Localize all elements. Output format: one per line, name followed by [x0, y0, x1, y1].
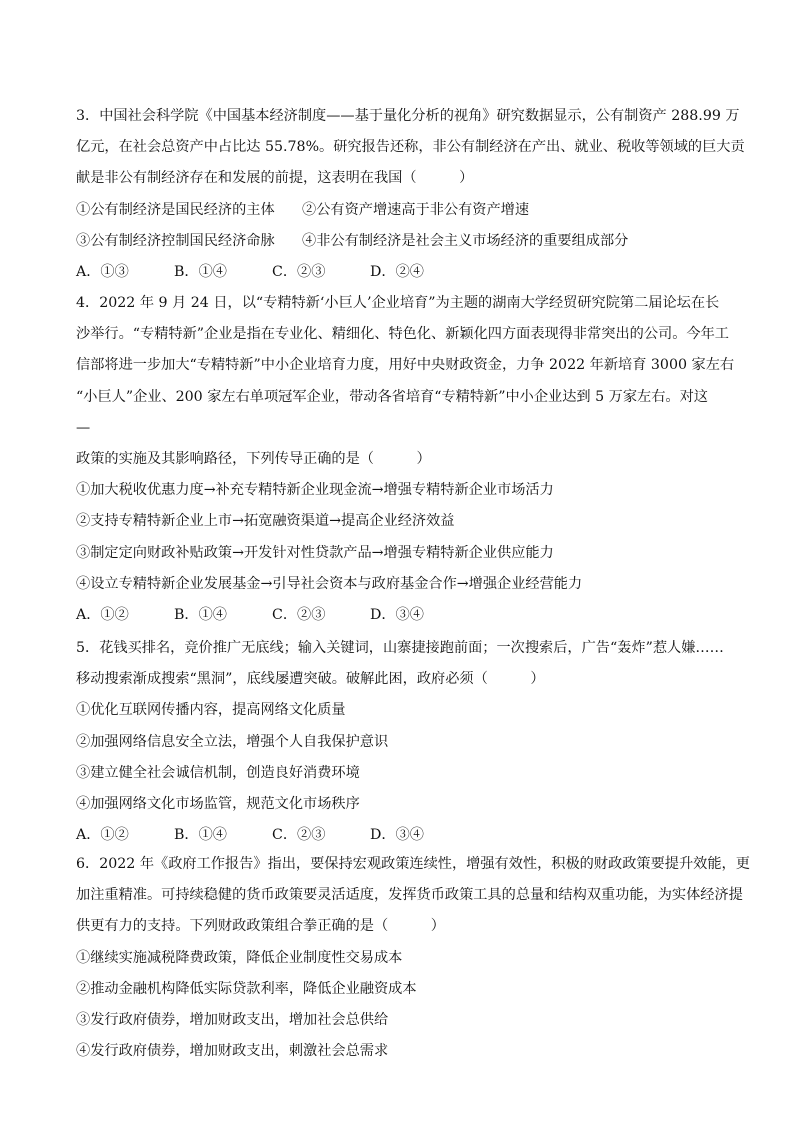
question-stem-line: 5．花钱买排名，竞价推广无底线；输入关键词，山寨捷接跑前面；一次搜索后，广告“轰炸”惹人嫌……: [76, 640, 724, 656]
statement: ④设立专精特新企业发展基金→引导社会资本与政府基金合作→增强企业经营能力: [76, 575, 583, 592]
statement: ④非公有制经济是社会主义市场经济的重要组成部分: [302, 232, 629, 249]
answer-options: [76, 820, 726, 851]
statement: ②推动金融机构降低实际贷款利率，降低企业融资成本: [76, 980, 417, 997]
option-b: B．①④: [174, 606, 227, 623]
question-stem-line: 6．2022 年《政府工作报告》指出，要保持宏观政策连续性，增强有效性，积极的财政政策要提升效能，更: [76, 856, 750, 872]
option-c: C．②③: [272, 606, 326, 623]
question-stem-line: 加注重精准。可持续稳健的货币政策要灵活适度，发挥货币政策工具的总量和结构双重功能，为实体经济提: [76, 887, 743, 904]
question-6: [76, 849, 750, 1067]
option-b: B．①④: [174, 263, 227, 280]
statement-row: [76, 226, 726, 257]
answer-options: [76, 600, 726, 631]
statement: ③公有制经济控制国民经济命脉: [76, 232, 275, 249]
statement: ①加大税收优惠力度→补充专精特新企业现金流→增强专精特新企业市场活力: [76, 482, 554, 499]
option-b: B．①④: [174, 827, 227, 844]
question-3: [76, 101, 745, 288]
option-d: D．②④: [370, 263, 424, 280]
statement: ①优化互联网传播内容，提高网络文化质量: [76, 702, 346, 719]
statement: ①继续实施减税降费政策，降低企业制度性交易成本: [76, 949, 403, 966]
option-a: A．①②: [76, 606, 129, 623]
option-c: C．②③: [272, 827, 326, 844]
statement: ③制定定向财政补贴政策→开发针对性贷款产品→增强专精特新企业供应能力: [76, 544, 554, 561]
statement: ④发行政府债券，增加财政支出，刺激社会总需求: [76, 1043, 389, 1060]
question-stem-line: 信部将进一步加大“专精特新”中小企业培育力度，用好中央财政资金，力争 2022 年新培育 3000 家左右: [76, 357, 735, 374]
question-5: [76, 633, 726, 851]
option-a: A．①②: [76, 827, 129, 844]
question-stem-line: 政策的实施及其影响路径，下列传导正确的是（ ）: [76, 450, 431, 467]
option-d: D．③④: [370, 827, 424, 844]
statement: ①公有制经济是国民经济的主体: [76, 201, 275, 218]
statement-row: [76, 195, 726, 226]
statement: ③发行政府债券，增加财政支出，增加社会总供给: [76, 1011, 389, 1028]
statement: ②公有资产增速高于非公有资产增速: [302, 201, 530, 218]
question-stem-line: 献是非公有制经济存在和发展的前提，这表明在我国（ ）: [76, 170, 474, 187]
question-stem-line: 亿元，在社会总资产中占比达 55.78%。研究报告还称，非公有制经济在产出、就业、税收等领域的巨大贡: [76, 139, 745, 156]
statement: ③建立健全社会诚信机制，创造良好消费环境: [76, 764, 360, 781]
question-stem-line: 3．中国社会科学院《中国基本经济制度——基于量化分析的视角》研究数据显示，公有制资产 288.99 万: [76, 108, 740, 124]
question-4: [76, 288, 735, 631]
question-stem-line: 沙举行。“专精特新”企业是指在专业化、精细化、特色化、新颖化四方面表现得非常突出的公司。今年工: [76, 326, 729, 343]
question-stem-line: 4．2022 年 9 月 24 日，以“专精特新‘小巨人’企业培育”为主题的湖南大学经贸研究院第二届论坛在长: [76, 295, 720, 311]
option-d: D．③④: [370, 606, 424, 623]
statement: ②加强网络信息安全立法，增强个人自我保护意识: [76, 733, 389, 750]
option-a: A．①③: [76, 263, 129, 280]
statement: ④加强网络文化市场监管，规范文化市场秩序: [76, 795, 360, 812]
question-stem-line: —: [76, 419, 91, 436]
answer-options: [76, 257, 726, 288]
question-stem-line: 移动搜索渐成搜索“黑洞”，底线屡遭突破。破解此困，政府必须（ ）: [76, 671, 545, 688]
question-stem-line: “小巨人”企业、200 家左右单项冠军企业，带动各省培育“专精特新”中小企业达到 5 万家左右。对这: [76, 388, 708, 405]
statement: ②支持专精特新企业上市→拓宽融资渠道→提高企业经济效益: [76, 513, 455, 530]
question-stem-line: 供更有力的支持。下列财政政策组合拳正确的是（ ）: [76, 918, 445, 935]
option-c: C．②③: [272, 263, 326, 280]
